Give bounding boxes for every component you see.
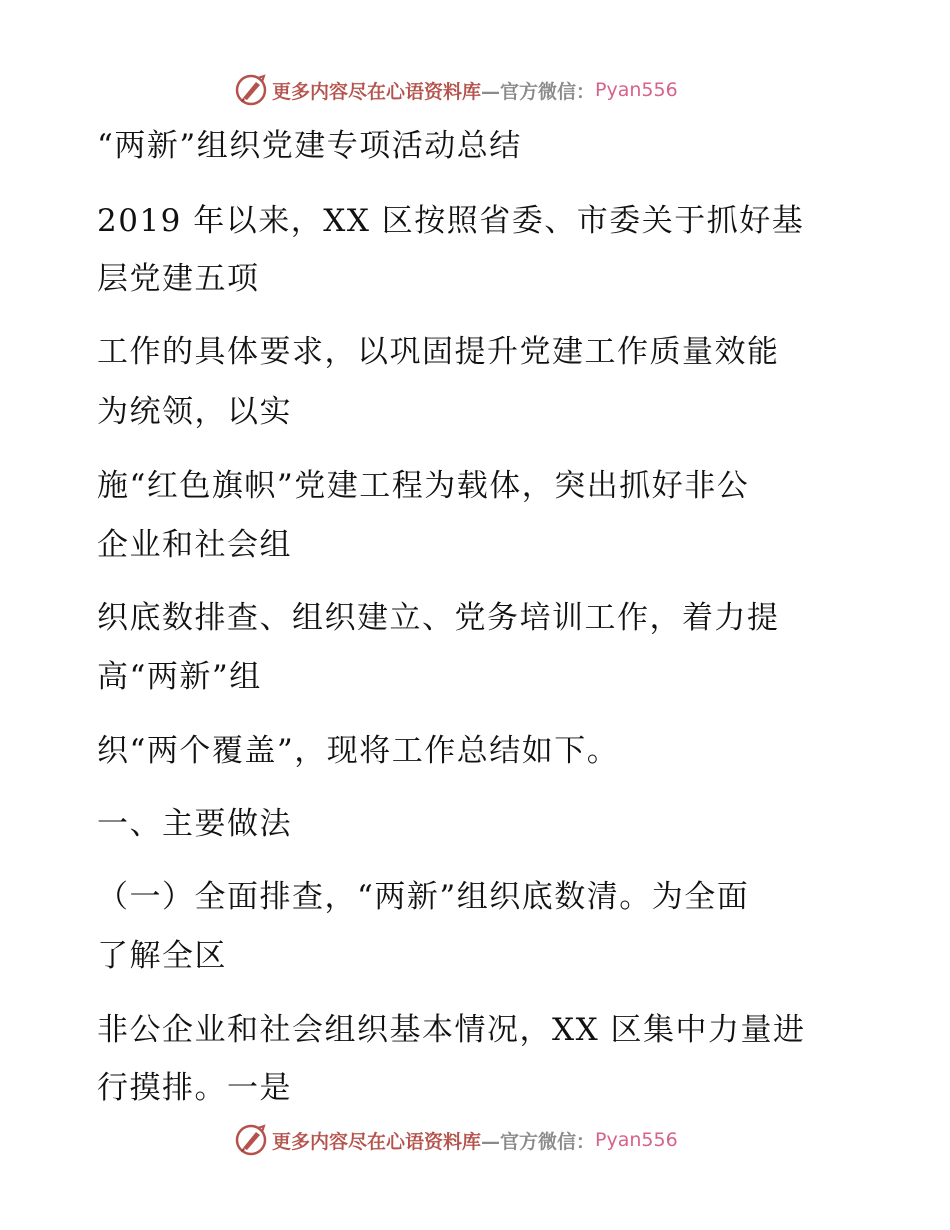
body-line: 施“红色旗帜”党建工程为载体，突出抓好非公 bbox=[97, 468, 750, 504]
watermark-separator-label: —官方微信： bbox=[481, 80, 596, 103]
quill-pen-circle-icon bbox=[234, 1123, 268, 1157]
watermark-separator-label: —官方微信： bbox=[481, 1130, 596, 1153]
subsection-heading: （一）全面排查，“两新”组织底数清。为全面 bbox=[97, 879, 750, 915]
watermark-main-text: 更多内容尽在心语资料库 bbox=[272, 1130, 482, 1153]
body-line: 非公企业和社会组织基本情况，XX 区集中力量进 bbox=[97, 1012, 806, 1048]
watermark-wechat-id: Pyan556 bbox=[595, 79, 678, 101]
watermark-wechat-id: Pyan556 bbox=[595, 1129, 678, 1151]
body-line: 工作的具体要求，以巩固提升党建工作质量效能 bbox=[97, 334, 780, 370]
body-line: 层党建五项 bbox=[97, 261, 260, 297]
footer-watermark bbox=[234, 1122, 678, 1158]
body-line: 高“两新”组 bbox=[97, 659, 262, 695]
body-line: 行摸排。一是 bbox=[97, 1070, 292, 1106]
body-line: 织“两个覆盖”，现将工作总结如下。 bbox=[97, 733, 620, 769]
body-line: 2019 年以来，XX 区按照省委、市委关于抓好基 bbox=[97, 203, 805, 239]
body-line: 为统领，以实 bbox=[97, 394, 292, 430]
header-watermark bbox=[234, 72, 678, 108]
quill-pen-circle-icon bbox=[234, 73, 268, 107]
watermark-main-text: 更多内容尽在心语资料库 bbox=[272, 80, 482, 103]
body-line: 织底数排查、组织建立、党务培训工作，着力提 bbox=[97, 600, 780, 636]
document-title: “两新”组织党建专项活动总结 bbox=[97, 128, 522, 164]
body-line: 企业和社会组 bbox=[97, 527, 292, 563]
section-heading: 一、主要做法 bbox=[97, 806, 292, 842]
body-line: 了解全区 bbox=[97, 938, 227, 974]
